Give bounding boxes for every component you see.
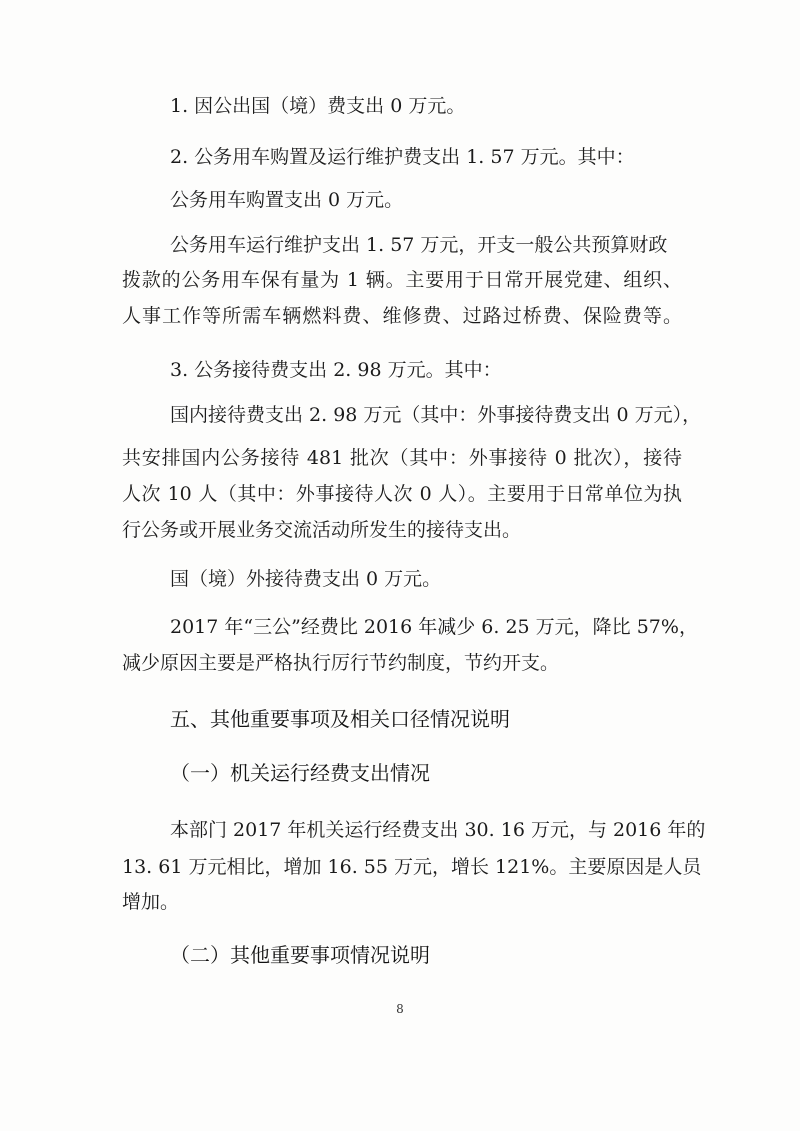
text-line: 3. 公务接待费支出 2. 98 万元。其中： <box>170 359 502 381</box>
text-line: 公务用车运行维护支出 1. 57 万元，开支一般公共预算财政 <box>170 234 668 256</box>
page-number: 8 <box>396 1002 404 1016</box>
text-line: 拨款的公务用车保有量为 1 辆。主要用于日常开展党建、组织、 <box>122 269 682 291</box>
text-line: 2017 年“三公”经费比 2016 年减少 6. 25 万元，降比 57%， <box>170 616 698 638</box>
text-line: 国（境）外接待费支出 0 万元。 <box>170 568 442 590</box>
section-heading: 五、其他重要事项及相关口径情况说明 <box>170 707 510 731</box>
text-line: 共安排国内公务接待 481 批次（其中：外事接待 0 批次），接待 <box>122 447 682 469</box>
text-line: 人事工作等所需车辆燃料费、维修费、过路过桥费、保险费等。 <box>122 305 682 327</box>
subsection-heading: （二）其他重要事项情况说明 <box>170 943 430 967</box>
text-line: 公务用车购置支出 0 万元。 <box>170 189 404 211</box>
text-line: 行公务或开展业务交流活动所发生的接待支出。 <box>122 519 522 541</box>
text-line: 1. 因公出国（境）费支出 0 万元。 <box>170 95 466 117</box>
text-line: 国内接待费支出 2. 98 万元（其中：外事接待费支出 0 万元）， <box>170 404 702 426</box>
subsection-heading: （一）机关运行经费支出情况 <box>170 761 430 785</box>
text-line: 增加。 <box>122 891 180 913</box>
text-line: 减少原因主要是严格执行厉行节约制度，节约开支。 <box>122 652 560 674</box>
text-line: 13. 61 万元相比，增加 16. 55 万元，增长 121%。主要原因是人员 <box>122 856 702 878</box>
text-line: 2. 公务用车购置及运行维护费支出 1. 57 万元。其中： <box>170 146 635 168</box>
text-line: 人次 10 人（其中：外事接待人次 0 人）。主要用于日常单位为执 <box>122 483 682 505</box>
text-line: 本部门 2017 年机关运行经费支出 30. 16 万元，与 2016 年的 <box>170 819 706 841</box>
